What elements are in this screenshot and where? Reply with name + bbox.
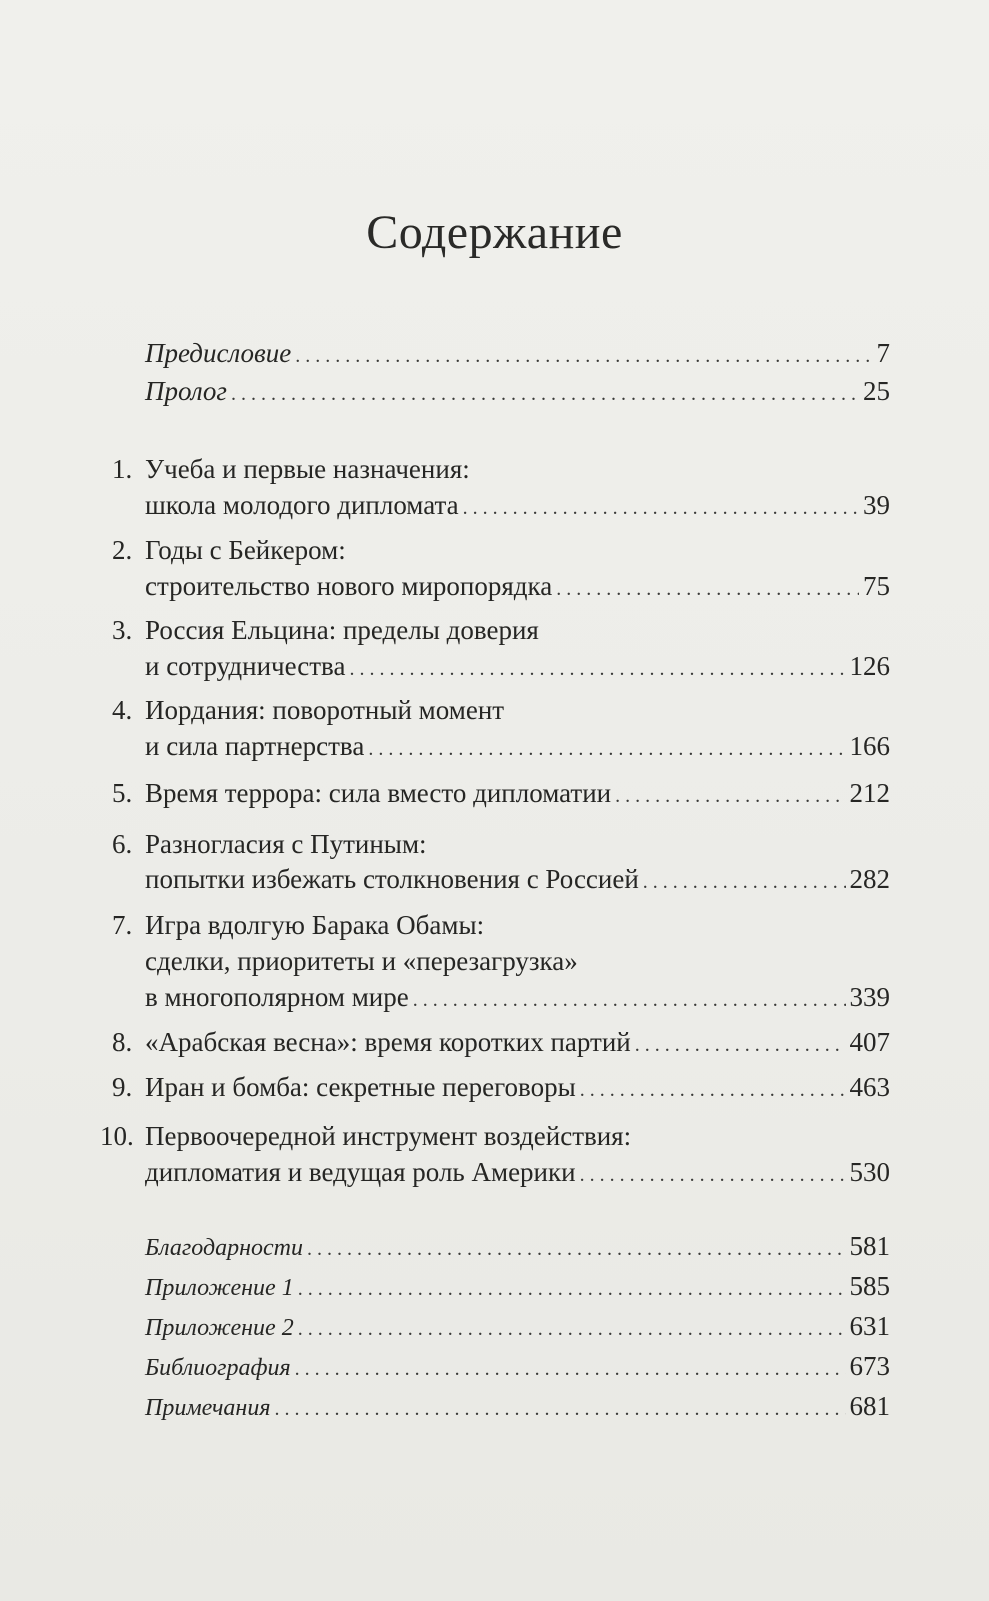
toc-chapter-5 [112, 780, 890, 807]
chapter-title-line: Россия Ельцина: пределы доверия [145, 615, 539, 645]
toc-entry-acknowledgements [145, 1233, 890, 1260]
chapter-title-line: Игра вдолгую Барака Обамы: [145, 910, 485, 940]
chapter-title-line: школа молодого дипломата [145, 490, 459, 520]
dot-leader [615, 780, 845, 807]
chapter-title-line: «Арабская весна»: время коротких партий [145, 1027, 631, 1057]
toc-entry-label: Приложение 1 [145, 1275, 294, 1301]
toc-entry-appendix-2 [145, 1313, 890, 1340]
toc-entry-page: 681 [849, 1391, 890, 1421]
dot-leader [298, 1316, 846, 1340]
chapter-title-line: Иран и бомба: секретные переговоры [145, 1072, 576, 1102]
toc-chapter-4-line-2 [145, 733, 890, 760]
dot-leader [635, 1029, 846, 1056]
dot-leader [295, 340, 872, 367]
toc-chapter-10-line-2 [145, 1159, 890, 1186]
toc-entry-page: 585 [849, 1271, 890, 1301]
chapter-number: 8. [112, 1027, 133, 1057]
toc-entry-page: 673 [849, 1351, 890, 1381]
toc-entry-appendix-1 [145, 1273, 890, 1300]
toc-entry-page: 407 [849, 1027, 890, 1057]
dot-leader [295, 1356, 846, 1380]
toc-chapter-9 [112, 1074, 890, 1101]
chapter-title-line: Разногласия с Путиным: [145, 829, 427, 859]
toc-entry-label: Благодарности [145, 1235, 303, 1261]
dot-leader [413, 984, 846, 1011]
toc-entry-page: 212 [849, 778, 890, 808]
toc-entry-page: 631 [849, 1311, 890, 1341]
toc-entry-page: 75 [863, 571, 890, 601]
chapter-number: 3. [112, 615, 133, 645]
chapter-number: 7. [112, 910, 133, 940]
chapter-title-line: и сотрудничества [145, 651, 346, 681]
chapter-number: 2. [112, 535, 133, 565]
toc-entry-page: 7 [876, 338, 890, 368]
dot-leader [307, 1236, 846, 1260]
chapter-number: 4. [112, 695, 133, 725]
chapter-title-line: Годы с Бейкером: [145, 535, 346, 565]
dot-leader [643, 866, 846, 893]
chapter-number: 1. [112, 454, 133, 484]
toc-chapter-1-line-1 [112, 456, 470, 483]
toc-entry-bibliography [145, 1353, 890, 1380]
toc-chapter-1-line-2 [145, 492, 890, 519]
chapter-title-line: Учеба и первые назначения: [145, 454, 470, 484]
page-title: Содержание [366, 206, 623, 259]
chapter-title-line: Первоочередной инструмент воздействия: [145, 1121, 632, 1151]
chapter-number: 5. [112, 778, 133, 808]
toc-chapter-10-line-1 [100, 1121, 632, 1151]
dot-leader [298, 1276, 846, 1300]
toc-entry-page: 282 [849, 864, 890, 894]
chapter-title-line: Время террора: сила вместо дипломатии [145, 778, 612, 808]
toc-chapter-7-line-1 [112, 912, 484, 939]
toc-chapter-7-line-3 [145, 984, 890, 1011]
chapter-title-line: дипломатия и ведущая роль Америки [145, 1157, 576, 1187]
toc-chapter-6-line-2 [145, 866, 890, 893]
toc-entry-page: 530 [849, 1157, 890, 1187]
toc-chapter-6-line-1 [112, 831, 427, 858]
chapter-number: 6. [112, 829, 133, 859]
dot-leader [580, 1074, 846, 1101]
chapter-title-line: строительство нового миропорядка [145, 571, 553, 601]
toc-entry-prologue [145, 378, 890, 405]
toc-entry-label: Пролог [145, 376, 227, 406]
dot-leader [580, 1159, 846, 1186]
toc-entry-label: Примечания [145, 1395, 271, 1421]
toc-chapter-3-line-2 [145, 653, 890, 680]
toc-entry-notes [145, 1393, 890, 1420]
chapter-number: 9. [112, 1072, 133, 1102]
chapter-title-line: Иордания: поворотный момент [145, 695, 505, 725]
chapter-title-line: сделки, приоритеты и «перезагрузка» [145, 946, 578, 976]
toc-chapter-7-line-2 [145, 948, 578, 975]
chapter-title-line: попытки избежать столкновения с Россией [145, 864, 639, 894]
toc-entry-page: 126 [849, 651, 890, 681]
dot-leader [275, 1396, 846, 1420]
toc-entry-page: 166 [849, 731, 890, 761]
toc-chapter-3-line-1 [112, 617, 539, 644]
toc-entry-page: 463 [849, 1072, 890, 1102]
dot-leader [349, 653, 845, 680]
toc-entry-label: Приложение 2 [145, 1315, 294, 1341]
dot-leader [231, 378, 859, 405]
dot-leader [463, 492, 859, 519]
chapter-number: 10. [100, 1121, 134, 1151]
chapter-title-line: в многополярном мире [145, 982, 409, 1012]
toc-entry-page: 25 [863, 376, 890, 406]
toc-chapter-4-line-1 [112, 697, 504, 724]
toc-entry-preface [145, 340, 890, 367]
dot-leader [556, 573, 859, 600]
toc-entry-label: Предисловие [145, 338, 292, 368]
toc-entry-page: 339 [849, 982, 890, 1012]
toc-chapter-2-line-1 [112, 537, 346, 564]
toc-chapter-2-line-2 [145, 573, 890, 600]
toc-entry-page: 39 [863, 490, 890, 520]
toc-entry-label: Библиография [145, 1355, 291, 1381]
dot-leader [368, 733, 845, 760]
chapter-title-line: и сила партнерства [145, 731, 365, 761]
toc-chapter-8 [112, 1029, 890, 1056]
toc-entry-page: 581 [849, 1231, 890, 1261]
